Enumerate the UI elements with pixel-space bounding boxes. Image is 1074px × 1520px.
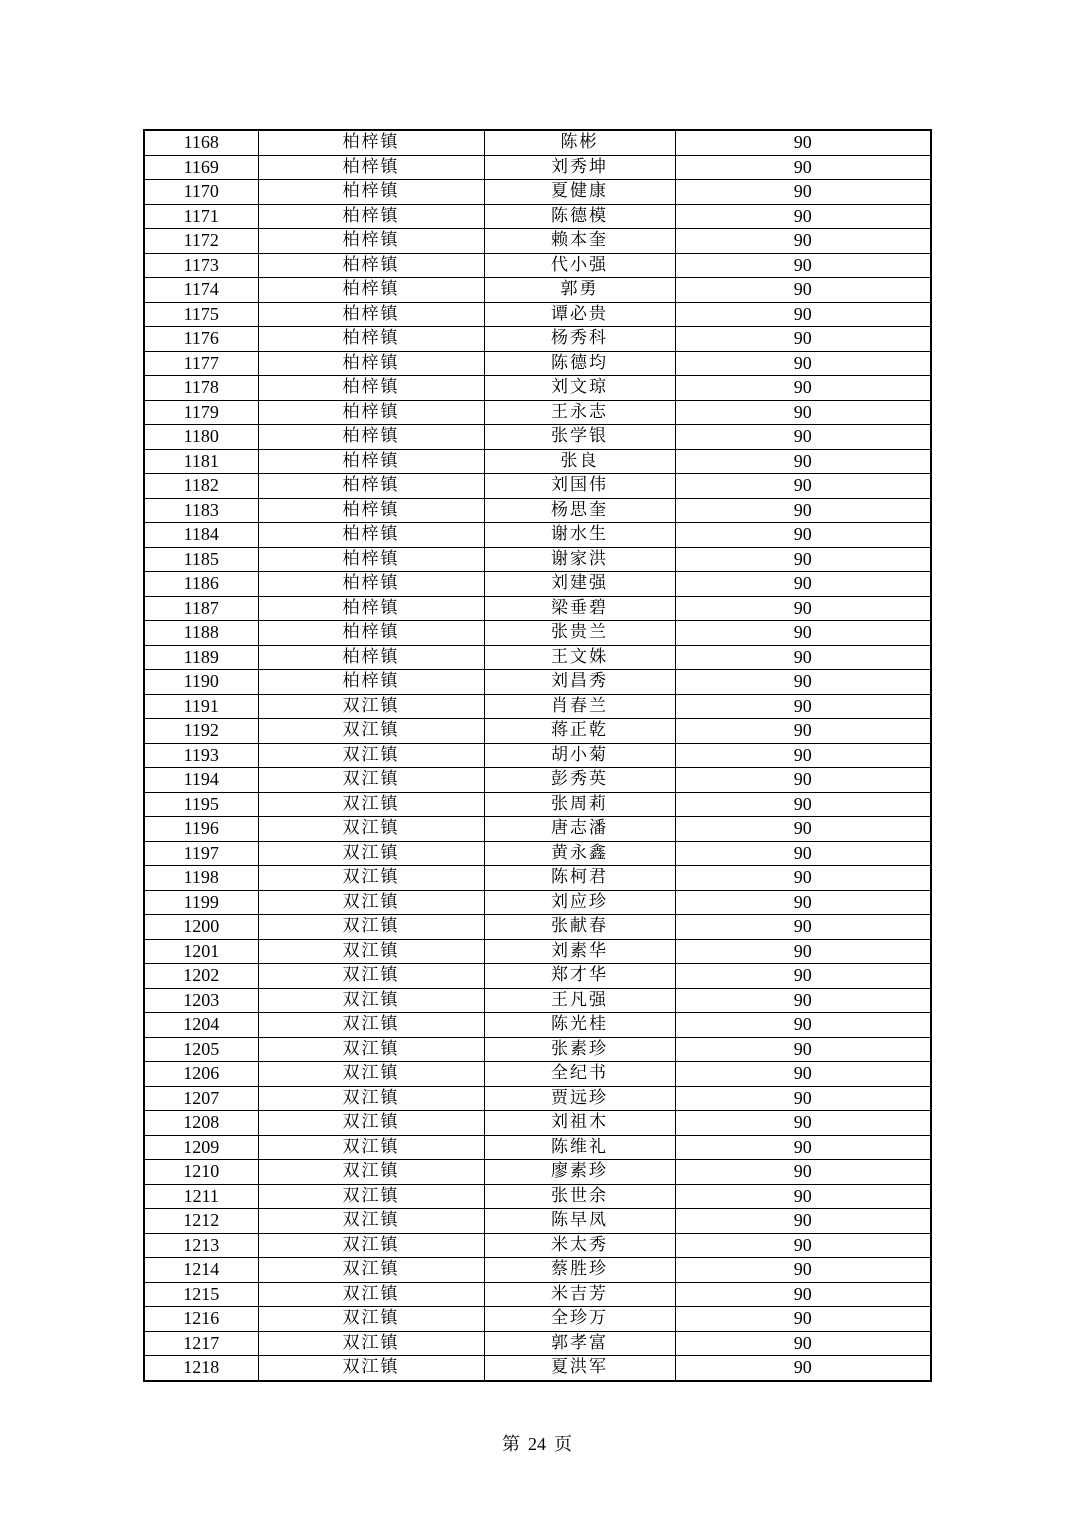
score-cell: 90 — [675, 449, 931, 474]
name-cell: 刘应珍 — [484, 890, 675, 915]
table-row — [144, 547, 931, 572]
row-number-cell: 1206 — [144, 1062, 258, 1087]
town-cell: 柏梓镇 — [258, 278, 484, 303]
score-cell: 90 — [675, 866, 931, 891]
town-cell: 双江镇 — [258, 964, 484, 989]
town-cell: 柏梓镇 — [258, 670, 484, 695]
name-cell: 唐志潘 — [484, 817, 675, 842]
town-cell: 柏梓镇 — [258, 253, 484, 278]
name-cell: 全珍万 — [484, 1307, 675, 1332]
page-footer — [0, 1430, 1074, 1456]
table-row — [144, 939, 931, 964]
score-cell: 90 — [675, 792, 931, 817]
row-number-cell: 1197 — [144, 841, 258, 866]
table-row — [144, 1111, 931, 1136]
town-cell: 双江镇 — [258, 1282, 484, 1307]
table-row — [144, 327, 931, 352]
score-cell: 90 — [675, 1331, 931, 1356]
row-number-cell: 1191 — [144, 694, 258, 719]
table-row — [144, 572, 931, 597]
row-number-cell: 1200 — [144, 915, 258, 940]
score-cell: 90 — [675, 743, 931, 768]
table-row — [144, 1356, 931, 1381]
table-row — [144, 253, 931, 278]
name-cell: 王凡强 — [484, 988, 675, 1013]
table-row — [144, 964, 931, 989]
town-cell: 双江镇 — [258, 1307, 484, 1332]
table-row — [144, 694, 931, 719]
score-cell: 90 — [675, 890, 931, 915]
table-row — [144, 302, 931, 327]
town-cell: 柏梓镇 — [258, 645, 484, 670]
town-cell: 柏梓镇 — [258, 180, 484, 205]
row-number-cell: 1177 — [144, 351, 258, 376]
town-cell: 双江镇 — [258, 988, 484, 1013]
name-cell: 谭必贵 — [484, 302, 675, 327]
row-number-cell: 1215 — [144, 1282, 258, 1307]
name-cell: 彭秀英 — [484, 768, 675, 793]
page-number: 24 — [528, 1434, 546, 1454]
town-cell: 双江镇 — [258, 866, 484, 891]
table-row — [144, 743, 931, 768]
table-row — [144, 1258, 931, 1283]
score-cell: 90 — [675, 768, 931, 793]
table-row — [144, 1135, 931, 1160]
town-cell: 双江镇 — [258, 1331, 484, 1356]
score-cell: 90 — [675, 547, 931, 572]
name-cell: 谢水生 — [484, 523, 675, 548]
name-cell: 张世余 — [484, 1184, 675, 1209]
town-cell: 双江镇 — [258, 1111, 484, 1136]
town-cell: 双江镇 — [258, 817, 484, 842]
name-cell: 刘文琼 — [484, 376, 675, 401]
score-cell: 90 — [675, 719, 931, 744]
town-cell: 双江镇 — [258, 1037, 484, 1062]
row-number-cell: 1211 — [144, 1184, 258, 1209]
name-cell: 米吉芳 — [484, 1282, 675, 1307]
town-cell: 柏梓镇 — [258, 425, 484, 450]
page-label-suffix: 页 — [554, 1434, 572, 1454]
score-cell: 90 — [675, 425, 931, 450]
name-cell: 刘国伟 — [484, 474, 675, 499]
name-cell: 肖春兰 — [484, 694, 675, 719]
table-row — [144, 1086, 931, 1111]
town-cell: 双江镇 — [258, 939, 484, 964]
table-row — [144, 449, 931, 474]
table-row — [144, 1013, 931, 1038]
row-number-cell: 1183 — [144, 498, 258, 523]
table-row — [144, 792, 931, 817]
table-row — [144, 621, 931, 646]
name-cell: 陈彬 — [484, 130, 675, 155]
name-cell: 刘建强 — [484, 572, 675, 597]
name-cell: 杨思奎 — [484, 498, 675, 523]
town-cell: 双江镇 — [258, 1160, 484, 1185]
table-row — [144, 523, 931, 548]
table-row — [144, 915, 931, 940]
row-number-cell: 1216 — [144, 1307, 258, 1332]
name-cell: 梁垂碧 — [484, 596, 675, 621]
row-number-cell: 1205 — [144, 1037, 258, 1062]
table-row — [144, 474, 931, 499]
score-cell: 90 — [675, 841, 931, 866]
score-cell: 90 — [675, 1282, 931, 1307]
row-number-cell: 1196 — [144, 817, 258, 842]
table-row — [144, 204, 931, 229]
name-cell: 张良 — [484, 449, 675, 474]
score-cell: 90 — [675, 1160, 931, 1185]
name-cell: 刘秀坤 — [484, 155, 675, 180]
town-cell: 柏梓镇 — [258, 449, 484, 474]
name-cell: 蔡胜珍 — [484, 1258, 675, 1283]
score-cell: 90 — [675, 572, 931, 597]
row-number-cell: 1217 — [144, 1331, 258, 1356]
town-cell: 柏梓镇 — [258, 204, 484, 229]
row-number-cell: 1192 — [144, 719, 258, 744]
name-cell: 米太秀 — [484, 1233, 675, 1258]
row-number-cell: 1190 — [144, 670, 258, 695]
row-number-cell: 1212 — [144, 1209, 258, 1234]
table-row — [144, 841, 931, 866]
row-number-cell: 1209 — [144, 1135, 258, 1160]
town-cell: 双江镇 — [258, 890, 484, 915]
name-cell: 夏洪军 — [484, 1356, 675, 1381]
score-cell: 90 — [675, 1037, 931, 1062]
table-row — [144, 1184, 931, 1209]
score-cell: 90 — [675, 1209, 931, 1234]
table-row — [144, 180, 931, 205]
name-cell: 陈德模 — [484, 204, 675, 229]
score-cell: 90 — [675, 1111, 931, 1136]
row-number-cell: 1198 — [144, 866, 258, 891]
page-label-prefix: 第 — [502, 1434, 520, 1454]
records-table — [143, 129, 932, 1382]
name-cell: 赖本奎 — [484, 229, 675, 254]
table-row — [144, 645, 931, 670]
score-cell: 90 — [675, 253, 931, 278]
town-cell: 柏梓镇 — [258, 596, 484, 621]
name-cell: 陈维礼 — [484, 1135, 675, 1160]
table-row — [144, 1037, 931, 1062]
row-number-cell: 1170 — [144, 180, 258, 205]
name-cell: 王永志 — [484, 400, 675, 425]
row-number-cell: 1173 — [144, 253, 258, 278]
row-number-cell: 1186 — [144, 572, 258, 597]
row-number-cell: 1193 — [144, 743, 258, 768]
town-cell: 双江镇 — [258, 1013, 484, 1038]
table-row — [144, 988, 931, 1013]
score-cell: 90 — [675, 1307, 931, 1332]
table-row — [144, 155, 931, 180]
table-row — [144, 425, 931, 450]
name-cell: 王文姝 — [484, 645, 675, 670]
table-row — [144, 351, 931, 376]
name-cell: 代小强 — [484, 253, 675, 278]
score-cell: 90 — [675, 645, 931, 670]
row-number-cell: 1176 — [144, 327, 258, 352]
town-cell: 柏梓镇 — [258, 523, 484, 548]
row-number-cell: 1174 — [144, 278, 258, 303]
score-cell: 90 — [675, 1258, 931, 1283]
score-cell: 90 — [675, 670, 931, 695]
score-cell: 90 — [675, 1135, 931, 1160]
name-cell: 全纪书 — [484, 1062, 675, 1087]
town-cell: 双江镇 — [258, 1209, 484, 1234]
name-cell: 蒋正乾 — [484, 719, 675, 744]
name-cell: 刘素华 — [484, 939, 675, 964]
row-number-cell: 1179 — [144, 400, 258, 425]
score-cell: 90 — [675, 1184, 931, 1209]
name-cell: 陈柯君 — [484, 866, 675, 891]
town-cell: 双江镇 — [258, 792, 484, 817]
row-number-cell: 1199 — [144, 890, 258, 915]
table-row — [144, 890, 931, 915]
table-row — [144, 376, 931, 401]
town-cell: 柏梓镇 — [258, 376, 484, 401]
score-cell: 90 — [675, 939, 931, 964]
row-number-cell: 1195 — [144, 792, 258, 817]
score-cell: 90 — [675, 988, 931, 1013]
row-number-cell: 1180 — [144, 425, 258, 450]
name-cell: 郭勇 — [484, 278, 675, 303]
row-number-cell: 1185 — [144, 547, 258, 572]
row-number-cell: 1171 — [144, 204, 258, 229]
row-number-cell: 1201 — [144, 939, 258, 964]
name-cell: 廖素珍 — [484, 1160, 675, 1185]
town-cell: 柏梓镇 — [258, 621, 484, 646]
row-number-cell: 1210 — [144, 1160, 258, 1185]
town-cell: 柏梓镇 — [258, 400, 484, 425]
town-cell: 柏梓镇 — [258, 327, 484, 352]
table-row — [144, 1331, 931, 1356]
town-cell: 双江镇 — [258, 743, 484, 768]
row-number-cell: 1218 — [144, 1356, 258, 1381]
row-number-cell: 1202 — [144, 964, 258, 989]
table-row — [144, 498, 931, 523]
name-cell: 胡小菊 — [484, 743, 675, 768]
score-cell: 90 — [675, 180, 931, 205]
score-cell: 90 — [675, 376, 931, 401]
town-cell: 双江镇 — [258, 719, 484, 744]
name-cell: 张周莉 — [484, 792, 675, 817]
row-number-cell: 1172 — [144, 229, 258, 254]
row-number-cell: 1194 — [144, 768, 258, 793]
town-cell: 双江镇 — [258, 841, 484, 866]
row-number-cell: 1204 — [144, 1013, 258, 1038]
score-cell: 90 — [675, 964, 931, 989]
row-number-cell: 1189 — [144, 645, 258, 670]
row-number-cell: 1187 — [144, 596, 258, 621]
score-cell: 90 — [675, 1062, 931, 1087]
score-cell: 90 — [675, 327, 931, 352]
town-cell: 双江镇 — [258, 768, 484, 793]
town-cell: 柏梓镇 — [258, 572, 484, 597]
table-row — [144, 1307, 931, 1332]
name-cell: 谢家洪 — [484, 547, 675, 572]
row-number-cell: 1175 — [144, 302, 258, 327]
score-cell: 90 — [675, 694, 931, 719]
name-cell: 刘祖木 — [484, 1111, 675, 1136]
table-row — [144, 229, 931, 254]
row-number-cell: 1178 — [144, 376, 258, 401]
table-row — [144, 670, 931, 695]
table-row — [144, 1062, 931, 1087]
name-cell: 张献春 — [484, 915, 675, 940]
score-cell: 90 — [675, 130, 931, 155]
name-cell: 张素珍 — [484, 1037, 675, 1062]
score-cell: 90 — [675, 498, 931, 523]
records-table-body — [144, 130, 931, 1381]
town-cell: 双江镇 — [258, 1258, 484, 1283]
town-cell: 双江镇 — [258, 1356, 484, 1381]
score-cell: 90 — [675, 1233, 931, 1258]
name-cell: 陈光桂 — [484, 1013, 675, 1038]
table-row — [144, 719, 931, 744]
town-cell: 柏梓镇 — [258, 351, 484, 376]
town-cell: 柏梓镇 — [258, 498, 484, 523]
table-row — [144, 817, 931, 842]
table-row — [144, 130, 931, 155]
row-number-cell: 1207 — [144, 1086, 258, 1111]
town-cell: 柏梓镇 — [258, 474, 484, 499]
score-cell: 90 — [675, 278, 931, 303]
table-row — [144, 866, 931, 891]
row-number-cell: 1213 — [144, 1233, 258, 1258]
name-cell: 刘昌秀 — [484, 670, 675, 695]
name-cell: 杨秀科 — [484, 327, 675, 352]
row-number-cell: 1208 — [144, 1111, 258, 1136]
name-cell: 张学银 — [484, 425, 675, 450]
town-cell: 柏梓镇 — [258, 302, 484, 327]
row-number-cell: 1168 — [144, 130, 258, 155]
town-cell: 柏梓镇 — [258, 229, 484, 254]
table-row — [144, 1233, 931, 1258]
table-row — [144, 596, 931, 621]
town-cell: 柏梓镇 — [258, 547, 484, 572]
row-number-cell: 1169 — [144, 155, 258, 180]
table-row — [144, 768, 931, 793]
town-cell: 双江镇 — [258, 1135, 484, 1160]
row-number-cell: 1184 — [144, 523, 258, 548]
score-cell: 90 — [675, 523, 931, 548]
name-cell: 郭孝富 — [484, 1331, 675, 1356]
name-cell: 张贵兰 — [484, 621, 675, 646]
score-cell: 90 — [675, 302, 931, 327]
table-row — [144, 400, 931, 425]
score-cell: 90 — [675, 155, 931, 180]
town-cell: 双江镇 — [258, 1062, 484, 1087]
row-number-cell: 1181 — [144, 449, 258, 474]
score-cell: 90 — [675, 817, 931, 842]
score-cell: 90 — [675, 1013, 931, 1038]
row-number-cell: 1182 — [144, 474, 258, 499]
town-cell: 双江镇 — [258, 1086, 484, 1111]
table-row — [144, 1282, 931, 1307]
score-cell: 90 — [675, 596, 931, 621]
score-cell: 90 — [675, 400, 931, 425]
row-number-cell: 1214 — [144, 1258, 258, 1283]
score-cell: 90 — [675, 621, 931, 646]
row-number-cell: 1203 — [144, 988, 258, 1013]
name-cell: 郑才华 — [484, 964, 675, 989]
table-row — [144, 1160, 931, 1185]
table-row — [144, 1209, 931, 1234]
name-cell: 陈早凤 — [484, 1209, 675, 1234]
town-cell: 柏梓镇 — [258, 130, 484, 155]
name-cell: 陈德均 — [484, 351, 675, 376]
score-cell: 90 — [675, 915, 931, 940]
score-cell: 90 — [675, 474, 931, 499]
score-cell: 90 — [675, 1356, 931, 1381]
town-cell: 双江镇 — [258, 694, 484, 719]
town-cell: 双江镇 — [258, 1233, 484, 1258]
name-cell: 夏健康 — [484, 180, 675, 205]
score-cell: 90 — [675, 229, 931, 254]
score-cell: 90 — [675, 1086, 931, 1111]
score-cell: 90 — [675, 204, 931, 229]
town-cell: 柏梓镇 — [258, 155, 484, 180]
score-cell: 90 — [675, 351, 931, 376]
name-cell: 贾远珍 — [484, 1086, 675, 1111]
row-number-cell: 1188 — [144, 621, 258, 646]
table-row — [144, 278, 931, 303]
town-cell: 双江镇 — [258, 915, 484, 940]
name-cell: 黄永鑫 — [484, 841, 675, 866]
town-cell: 双江镇 — [258, 1184, 484, 1209]
